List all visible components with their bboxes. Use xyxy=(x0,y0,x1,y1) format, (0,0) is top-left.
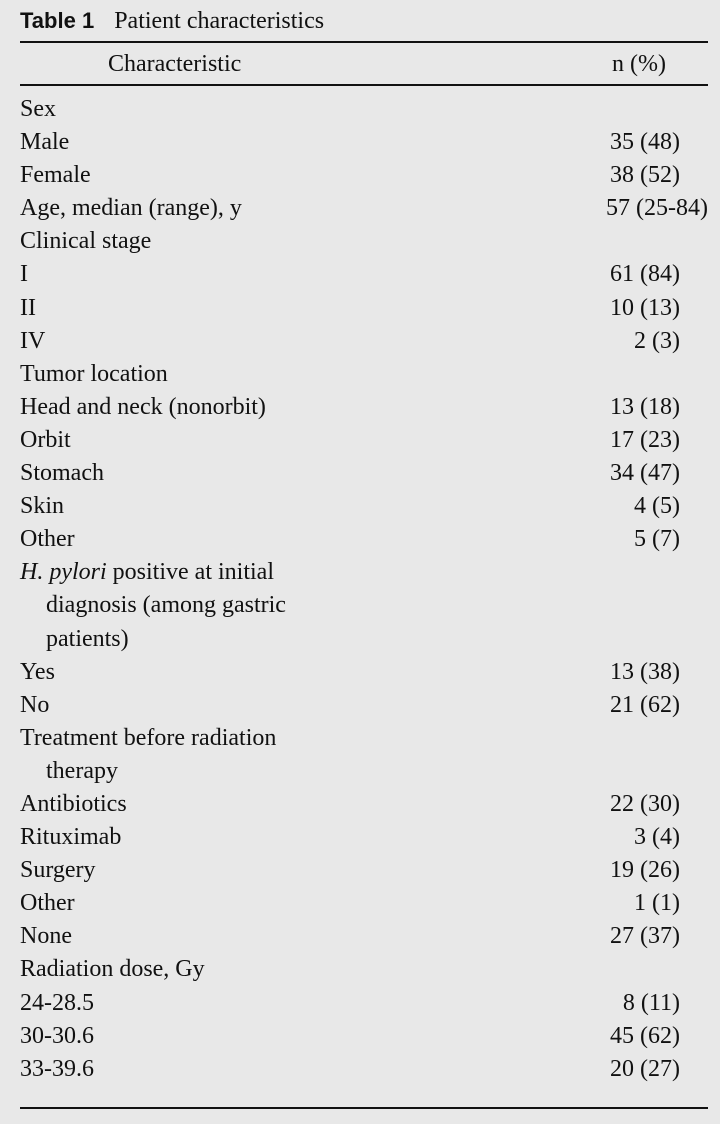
row-label-italic: H. pylori xyxy=(20,559,107,586)
row-label: Orbit xyxy=(20,426,71,453)
row-value: 61 (84) xyxy=(610,261,680,288)
row-value: 38 (52) xyxy=(610,162,680,189)
row-label: None xyxy=(20,923,72,950)
table-row xyxy=(20,556,708,655)
table-row xyxy=(20,93,708,126)
row-label: Radiation dose, Gy xyxy=(20,956,205,983)
row-label: II xyxy=(20,294,36,321)
row-label: Stomach xyxy=(20,460,104,487)
table-row xyxy=(20,953,708,986)
table-row xyxy=(20,292,708,325)
table-row xyxy=(20,159,708,192)
row-label: Age, median (range), y xyxy=(20,195,242,222)
row-label: Surgery xyxy=(20,857,96,884)
table-row xyxy=(20,656,708,689)
row-value: 1 (1) xyxy=(634,890,680,917)
table-row xyxy=(20,689,708,722)
row-label-rest: positive at initial xyxy=(106,559,274,586)
table-row xyxy=(20,854,708,887)
row-value: 22 (30) xyxy=(610,790,680,817)
table-row xyxy=(20,523,708,556)
row-value: 17 (23) xyxy=(610,426,680,453)
table-row xyxy=(20,457,708,490)
table-row xyxy=(20,821,708,854)
row-label-line xyxy=(20,556,708,589)
row-label: Other xyxy=(20,890,75,917)
row-label: Head and neck (nonorbit) xyxy=(20,393,266,420)
row-value: 45 (62) xyxy=(610,1022,680,1049)
row-label-line: patients) xyxy=(46,625,129,652)
table-row xyxy=(20,788,708,821)
row-value: 2 (3) xyxy=(634,327,680,354)
row-label: I xyxy=(20,261,28,288)
header-rule xyxy=(20,84,708,86)
header-characteristic: Characteristic xyxy=(108,51,242,77)
row-label: Other xyxy=(20,526,75,553)
row-label xyxy=(20,722,708,788)
row-label-line: therapy xyxy=(46,757,118,784)
table-row xyxy=(20,1053,708,1086)
row-value: 8 (11) xyxy=(622,989,680,1016)
row-value: 4 (5) xyxy=(634,493,680,520)
row-label: IV xyxy=(20,327,46,354)
row-label: 30-30.6 xyxy=(20,1022,94,1049)
row-label: Male xyxy=(20,129,70,156)
row-label: Sex xyxy=(20,96,56,122)
table-row xyxy=(20,920,708,953)
table-caption xyxy=(20,4,324,38)
row-label: 24-28.5 xyxy=(20,989,94,1016)
row-label-line: Treatment before radiation xyxy=(20,724,277,751)
row-value: 19 (26) xyxy=(610,857,680,884)
table-row xyxy=(20,325,708,358)
row-value: 20 (27) xyxy=(610,1055,680,1082)
table-row xyxy=(20,192,708,225)
row-label: Skin xyxy=(20,493,65,520)
table-label: Table 1 xyxy=(20,8,95,33)
row-label xyxy=(20,556,708,655)
table-row xyxy=(20,987,708,1020)
bottom-rule xyxy=(20,1107,708,1109)
row-label: Tumor location xyxy=(20,360,168,387)
table-title: Patient characteristics xyxy=(114,8,325,34)
table-row xyxy=(20,424,708,457)
row-label-line: diagnosis (among gastric xyxy=(46,592,286,619)
table-row xyxy=(20,358,708,391)
table-row xyxy=(20,490,708,523)
row-value: 57 (25-84) xyxy=(606,195,708,222)
row-value: 13 (18) xyxy=(610,393,680,420)
row-value: 35 (48) xyxy=(610,129,680,156)
row-label: Clinical stage xyxy=(20,228,152,255)
top-rule xyxy=(20,41,708,43)
row-value: 5 (7) xyxy=(634,526,680,553)
header-n-percent: n (%) xyxy=(612,51,666,77)
table-row xyxy=(20,1020,708,1053)
table-body xyxy=(20,93,708,1086)
table-row xyxy=(20,391,708,424)
row-value: 3 (4) xyxy=(634,824,680,851)
row-value: 21 (62) xyxy=(610,691,680,718)
row-value: 10 (13) xyxy=(610,294,680,321)
row-label: No xyxy=(20,691,50,718)
table-row xyxy=(20,722,708,788)
row-value: 34 (47) xyxy=(610,460,680,487)
row-label: Antibiotics xyxy=(20,790,127,817)
row-label: 33-39.6 xyxy=(20,1055,94,1082)
row-value: 13 (38) xyxy=(610,658,680,685)
table-row xyxy=(20,258,708,291)
table-row xyxy=(20,225,708,258)
row-label: Female xyxy=(20,162,91,189)
row-label: Rituximab xyxy=(20,824,122,851)
table-row xyxy=(20,887,708,920)
table-row xyxy=(20,126,708,159)
row-label: Yes xyxy=(20,658,55,685)
row-value: 27 (37) xyxy=(610,923,680,950)
